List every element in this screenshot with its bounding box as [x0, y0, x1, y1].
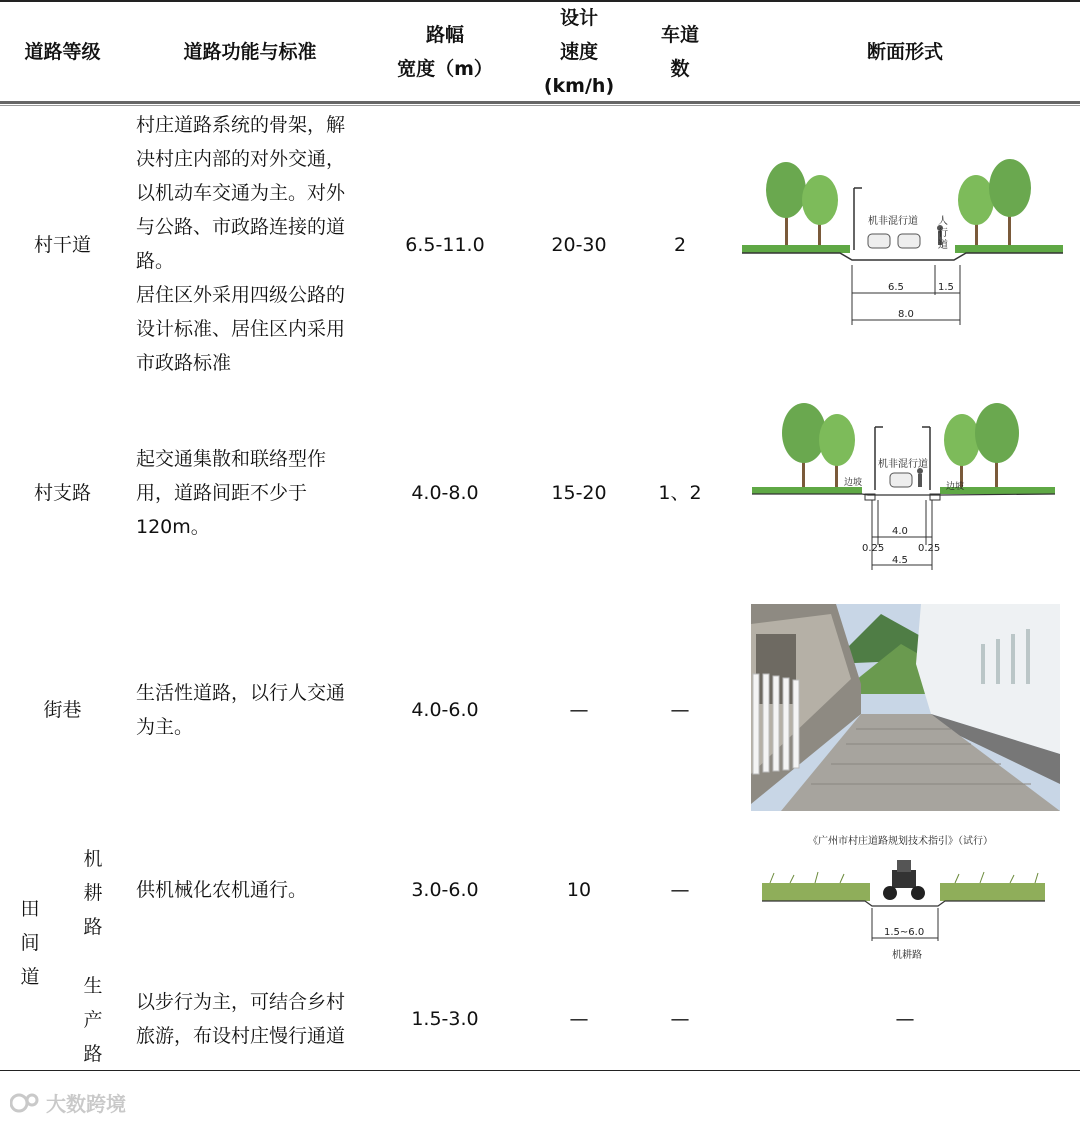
row5-section: —	[895, 1008, 915, 1030]
brand-logo-icon	[10, 1092, 40, 1114]
row5-function	[136, 970, 376, 1068]
row2-function	[136, 390, 376, 595]
row4-group-grade	[15, 890, 45, 995]
row1-function-line: 设计标准、居住区内采用	[136, 318, 346, 340]
tree-icon	[782, 403, 855, 490]
grade-char: 路	[83, 1042, 103, 1065]
row3-width: 4.0-6.0	[411, 699, 479, 721]
dim-label: 0.25	[862, 543, 885, 554]
header-lanes	[640, 2, 720, 101]
row2-function-line: 用，道路间距不少于	[136, 481, 308, 504]
side-label: 道	[938, 240, 948, 251]
row1-width: 6.5-11.0	[405, 234, 485, 256]
row1-function-line: 居住区外采用四级公路的	[136, 284, 346, 306]
group-char: 田	[20, 897, 40, 920]
row5-speed: —	[569, 1008, 589, 1030]
header-lanes-line2: 数	[670, 57, 690, 80]
row2-lanes: 1、2	[658, 481, 702, 504]
row5-function-line: 旅游，布设村庄慢行通道	[136, 1025, 346, 1047]
lane-label: 机非混行道	[868, 216, 918, 227]
row1-speed: 20-30	[551, 234, 607, 256]
header-grade: 道路等级	[24, 40, 101, 63]
alley-photo	[751, 604, 1060, 811]
tractor-icon	[883, 860, 925, 900]
group-char: 道	[20, 965, 40, 988]
row5-function-line: 以步行为主，可结合乡村	[136, 991, 346, 1013]
row3-lanes: —	[670, 699, 690, 721]
row1-function-line: 以机动车交通为主。对外	[136, 182, 346, 204]
grade-char: 路	[83, 915, 103, 938]
row2-width: 4.0-8.0	[411, 481, 479, 504]
row5-grade	[78, 967, 108, 1072]
row5-lanes: —	[670, 1008, 690, 1030]
source-caption: 《广州市村庄道路规划技术指引》（试行）	[808, 836, 993, 847]
row3-function	[136, 605, 376, 815]
tree-icon	[766, 162, 838, 247]
row1-function-line: 村庄道路系统的骨架，解	[136, 114, 346, 136]
dim-label: 8.0	[898, 309, 914, 320]
side-label: 人	[938, 216, 948, 227]
row4-speed: 10	[566, 879, 592, 901]
watermark-text: 大数跨境	[46, 1092, 126, 1116]
header-speed-line2: 速度	[559, 40, 598, 63]
header-width-line1: 路幅	[425, 23, 464, 46]
grade-char: 产	[83, 1008, 103, 1031]
row3-speed: —	[569, 699, 589, 721]
row2-speed: 15-20	[551, 481, 607, 504]
dim-label: 4.5	[892, 555, 908, 566]
row4-width: 3.0-6.0	[411, 879, 479, 901]
row1-function-line: 路。	[136, 250, 175, 272]
row2-grade: 村支路	[33, 481, 91, 504]
row4-section-diagram	[760, 828, 1050, 966]
slope-label: 边坡	[946, 482, 965, 492]
row2-function-line: 起交通集散和联络型作	[136, 447, 327, 470]
lane-label: 机非混行道	[878, 459, 928, 470]
header-lanes-line1: 车道	[660, 23, 699, 46]
diagram-label: 机耕路	[892, 950, 922, 961]
tree-icon	[958, 159, 1031, 247]
row4-lanes: —	[670, 879, 690, 901]
header-section: 断面形式	[866, 40, 943, 63]
header-speed	[520, 2, 638, 101]
header-function: 道路功能与标准	[183, 40, 317, 63]
row4-function: 供机械化农机通行。	[136, 879, 308, 901]
grade-char: 耕	[83, 881, 103, 904]
header-rule-thin	[0, 105, 1080, 106]
header-rule	[0, 101, 1080, 104]
header-speed-line1: 设计	[559, 6, 598, 29]
row1-lanes: 2	[673, 234, 687, 256]
row3-grade: 街巷	[43, 699, 82, 721]
dim-label: 6.5	[888, 282, 904, 293]
row1-function-line: 与公路、市政路连接的道	[136, 216, 346, 238]
header-width	[385, 2, 505, 101]
row1-function-line: 决村庄内部的对外交通，	[136, 148, 346, 170]
row3-function-line: 为主。	[136, 716, 194, 738]
header-width-line2: 宽度（m）	[397, 57, 493, 80]
row2-function-line: 120m。	[136, 515, 210, 538]
dim-label: 0.25	[918, 543, 941, 554]
bottom-rule	[0, 1070, 1080, 1071]
row1-grade: 村干道	[33, 234, 91, 256]
row5-width: 1.5-3.0	[411, 1008, 479, 1030]
row4-grade	[78, 840, 108, 945]
watermark	[10, 1088, 126, 1117]
row1-section-diagram	[740, 150, 1065, 330]
slope-label: 边坡	[844, 478, 863, 488]
grade-char: 生	[83, 974, 103, 997]
row1-function-line: 市政路标准	[136, 352, 232, 374]
side-label: 行	[938, 228, 948, 239]
dim-label: 4.0	[892, 526, 908, 537]
grade-char: 机	[83, 847, 103, 870]
group-char: 间	[20, 931, 40, 954]
row2-section-diagram	[750, 395, 1060, 575]
tree-icon	[944, 403, 1019, 490]
row1-function	[136, 108, 376, 380]
dim-label: 1.5~6.0	[884, 927, 925, 938]
header-speed-line3: (km/h)	[543, 74, 615, 97]
dim-label: 1.5	[938, 282, 954, 293]
row3-function-line: 生活性道路，以行人交通	[136, 682, 346, 704]
